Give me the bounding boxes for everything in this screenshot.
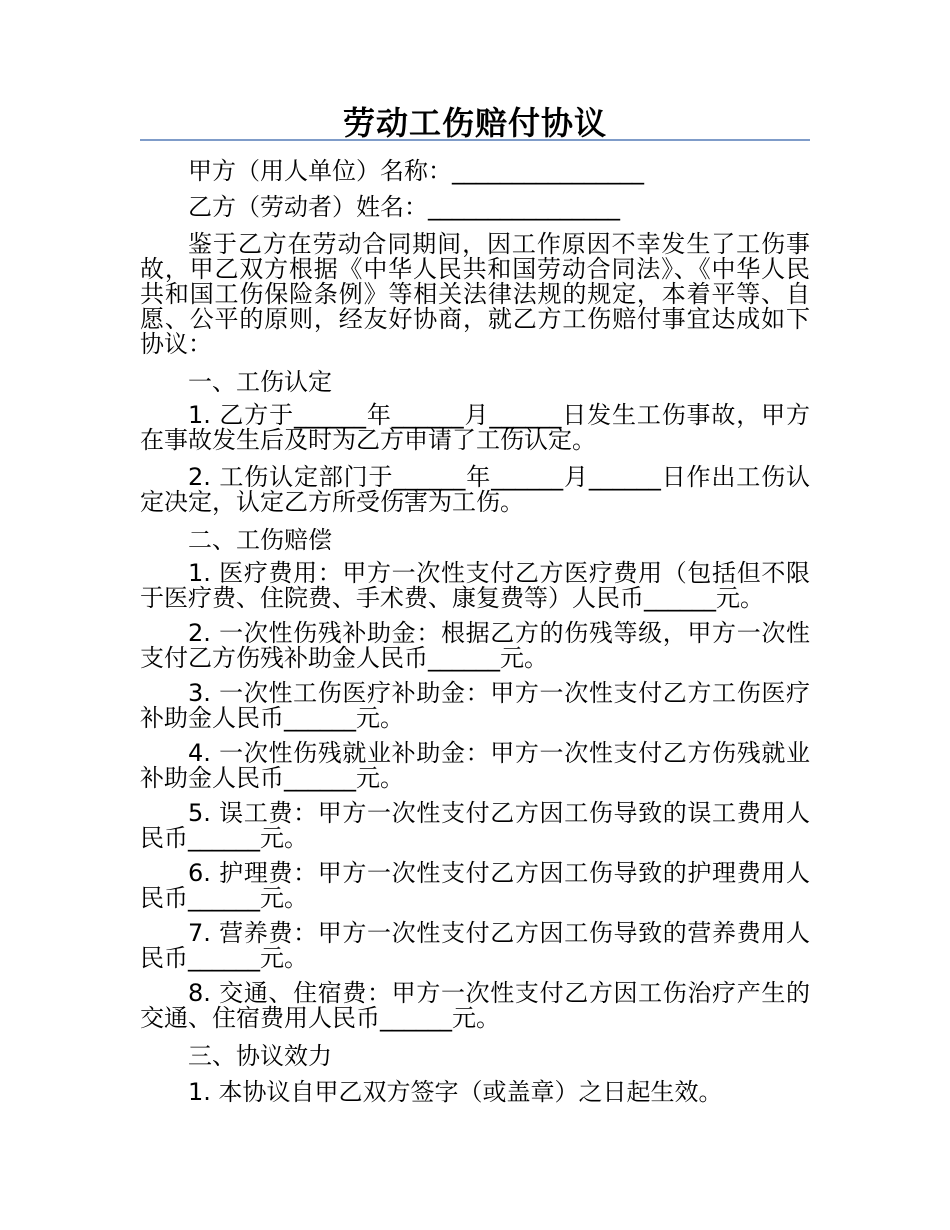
- clause-3-1: 1. 本协议自甲乙双方签字（或盖章）之日起生效。: [188, 1078, 723, 1106]
- title-underline-rule: [140, 139, 810, 141]
- clause-2-5: 5. 误工费：甲方一次性支付乙方因工伤导致的误工费用人民币______元。: [140, 799, 810, 852]
- clause-2-4: 4. 一次性伤残就业补助金：甲方一次性支付乙方伤残就业补助金人民币______元。: [140, 739, 810, 792]
- clause-2-7: 7. 营养费：甲方一次性支付乙方因工伤导致的营养费用人民币______元。: [140, 919, 810, 972]
- section-heading-injury-recognition: 一、工伤认定: [188, 368, 332, 396]
- clause-2-8: 8. 交通、住宿费：甲方一次性支付乙方因工伤治疗产生的交通、住宿费用人民币______元。: [140, 979, 810, 1032]
- clause-2-1: 1. 医疗费用：甲方一次性支付乙方医疗费用（包括但不限于医疗费、住院费、手术费、康复费等）人民币______元。: [140, 559, 810, 612]
- document-body: [140, 156, 810, 1107]
- party-a-line: 甲方（用人单位）名称：________________: [188, 157, 644, 185]
- preamble-paragraph: 鉴于乙方在劳动合同期间，因工作原因不幸发生了工伤事故，甲乙双方根据《中华人民共和国劳动合同法》、《中华人民共和国工伤保险条例》等相关法律法规的规定，本着平等、自愿、公平的原则，经友好协商，就乙方工伤赔付事宜达成如下协议：: [140, 230, 810, 358]
- clause-2-3: 3. 一次性工伤医疗补助金：甲方一次性支付乙方工伤医疗补助金人民币______元。: [140, 679, 810, 732]
- clause-1-2: 2. 工伤认定部门于______年______月______日作出工伤认定决定，认定乙方所受伤害为工伤。: [140, 463, 810, 516]
- party-b-line: 乙方（劳动者）姓名：________________: [188, 193, 620, 221]
- clause-2-6: 6. 护理费：甲方一次性支付乙方因工伤导致的护理费用人民币______元。: [140, 859, 810, 912]
- clause-2-2: 2. 一次性伤残补助金：根据乙方的伤残等级，甲方一次性支付乙方伤残补助金人民币______元。: [140, 619, 810, 672]
- clause-1-1: 1. 乙方于______年______月______日发生工伤事故，甲方在事故发生后及时为乙方申请了工伤认定。: [140, 401, 810, 454]
- section-heading-compensation: 二、工伤赔偿: [188, 526, 332, 554]
- document-title: 劳动工伤赔付协议: [342, 104, 607, 142]
- section-heading-agreement-effect: 三、协议效力: [188, 1042, 332, 1070]
